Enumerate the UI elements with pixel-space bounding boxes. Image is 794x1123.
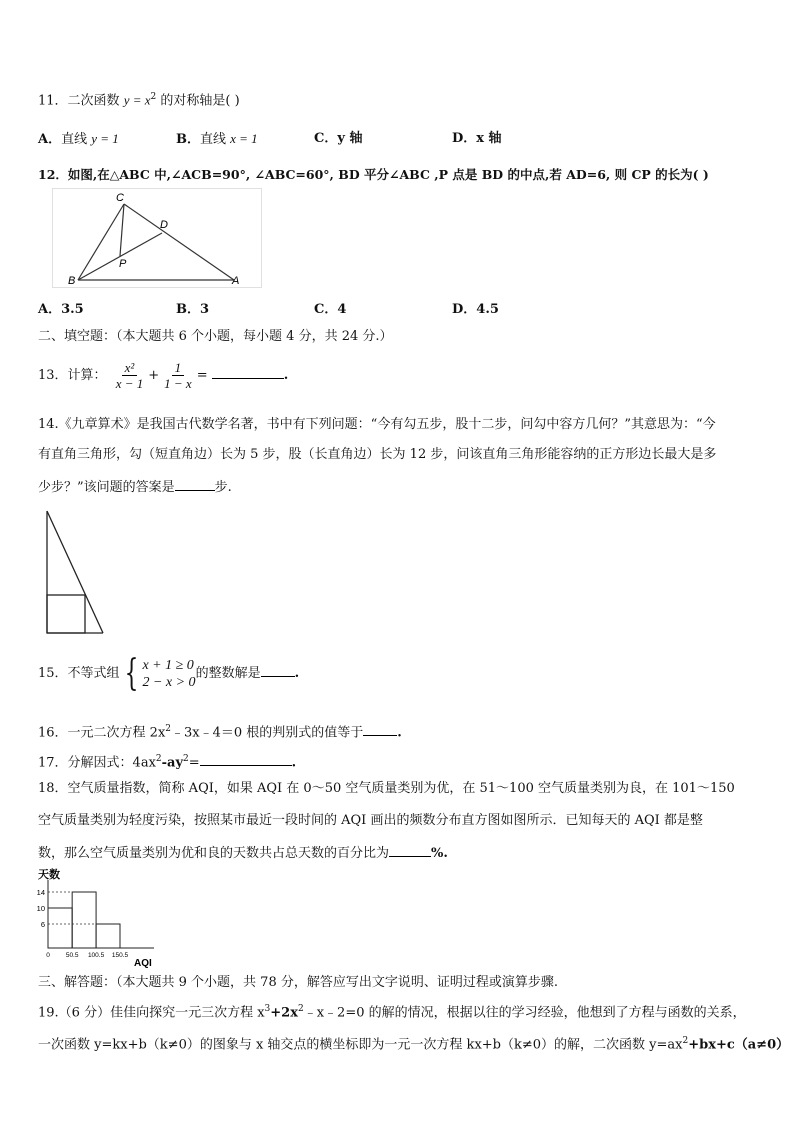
q13-fraction-2 xyxy=(161,360,195,391)
q18-line-2: 空气质量类别为轻度污染，按照某市最近一段时间的 AQI 画出的频数分布直方图如图所示．已知每天的 AQI 都是整 xyxy=(38,813,703,828)
q19-exponent-1: 3 xyxy=(264,1004,271,1014)
q16-pre: 16．一元二次方程 2x xyxy=(38,725,166,741)
q15-inequality-system xyxy=(142,657,195,691)
inscribed-square xyxy=(47,595,85,633)
equals-sign: = xyxy=(196,368,208,383)
option-text: 直线 xyxy=(61,132,92,147)
fraction-denominator: 1 − x xyxy=(164,376,192,391)
segment-bd xyxy=(78,233,162,280)
option-letter: D． xyxy=(452,131,477,146)
q12-option-a[interactable] xyxy=(38,301,84,319)
q19-exponent-3: 2 xyxy=(682,1036,689,1046)
q11-option-b[interactable] xyxy=(176,130,258,149)
q14-line-3 xyxy=(38,478,232,497)
q19-line-2-post: +bx+c（a≠0） xyxy=(688,1037,790,1053)
q17-pre: 17．分解因式：4ax xyxy=(38,755,156,771)
option-letter: C． xyxy=(314,302,338,317)
q15-answer-blank[interactable] xyxy=(261,664,295,677)
segment-cp xyxy=(120,204,124,256)
option-text: 3 xyxy=(200,302,210,317)
q14-answer-blank[interactable] xyxy=(175,478,215,491)
q17-mid: -ay xyxy=(161,755,184,771)
option-letter: D． xyxy=(452,302,477,317)
q11-stem-post: 的对称轴是( ) xyxy=(156,93,240,109)
label-b: B xyxy=(68,275,76,287)
option-letter: B． xyxy=(176,302,200,317)
aqi-histogram xyxy=(30,866,170,968)
q11-stem xyxy=(38,88,240,110)
q17-equals: = xyxy=(188,755,200,771)
q11-option-d[interactable] xyxy=(452,130,502,148)
q19-line-1-pre: 19.（6 分）佳佳向探究一元三次方程 x xyxy=(38,1005,265,1021)
q11-option-a[interactable] xyxy=(38,130,119,149)
q11-option-c[interactable] xyxy=(314,130,362,148)
q14-line-2: 有直角三角形，勾（短直角边）长为 5 步，股（长直角边）长为 12 步，问该直角三角形能容纳的正方形边长最大是多 xyxy=(38,447,717,462)
option-letter: B． xyxy=(176,132,200,147)
q18-line-3 xyxy=(38,844,448,863)
option-letter: A． xyxy=(38,302,62,317)
hypotenuse xyxy=(47,511,103,633)
q15-label: 15．不等式组 xyxy=(38,666,120,681)
label-p: P xyxy=(119,258,127,270)
q19-line-1-mid: +2x xyxy=(270,1005,298,1021)
q13-answer-blank[interactable] xyxy=(212,366,284,379)
brace-symbol: { xyxy=(124,652,138,694)
histogram-bar xyxy=(48,908,72,948)
fraction-numerator: 1 xyxy=(172,360,185,376)
plus-sign: + xyxy=(148,368,160,383)
q11-exponent: 2 xyxy=(150,92,157,102)
inequality-2: 2 − x > 0 xyxy=(142,674,196,690)
q12-option-c[interactable] xyxy=(314,301,346,319)
q18-line-1: 18．空气质量指数，简称 AQI，如果 AQI 在 0～50 空气质量类别为优，在 51～100 空气质量类别为良，在 101～150 xyxy=(38,781,735,796)
inequality-1: x + 1 ≥ 0 xyxy=(142,657,194,673)
q14-line-3-pre: 少步？”该问题的答案是 xyxy=(38,480,175,495)
q18-line-3-post: %. xyxy=(431,846,448,861)
q15-end: . xyxy=(294,666,300,681)
q16-mid: ﹣3x﹣4＝0 根的判别式的值等于 xyxy=(171,725,364,741)
option-text: y 轴 xyxy=(337,131,363,146)
q12-option-d[interactable] xyxy=(452,301,499,319)
x-tick-label: 50.5 xyxy=(65,952,79,959)
q14-triangle-figure xyxy=(40,508,110,638)
y-tick-label: 10 xyxy=(36,904,45,913)
histogram-bar xyxy=(96,924,120,948)
fraction-numerator: x² xyxy=(122,360,138,376)
q17-end: . xyxy=(291,755,297,771)
q19-line-2 xyxy=(38,1032,789,1054)
q18-line-3-pre: 数，那么空气质量类别为优和良的天数共占总天数的百分比为 xyxy=(38,846,390,861)
option-text: x 轴 xyxy=(476,131,502,146)
side-ca xyxy=(124,204,234,280)
q19-line-1 xyxy=(38,1000,746,1022)
section-3-heading: 三、解答题：（本大题共 9 个小题，共 78 分，解答应写出文字说明、证明过程或演算步骤. xyxy=(38,975,558,990)
x-tick-label: 100.5 xyxy=(87,952,105,959)
y-tick-label: 6 xyxy=(40,920,45,929)
option-text: 4 xyxy=(337,302,347,317)
q13 xyxy=(38,356,288,396)
q12-stem: 12．如图,在△ABC 中,∠ACB=90°, ∠ABC=60°, BD 平分∠ABC ,P 点是 BD 的中点,若 AD=6, 则 CP 的长为( ) xyxy=(38,167,709,182)
q12-option-b[interactable] xyxy=(176,301,209,319)
q16 xyxy=(38,720,402,742)
q17-answer-blank[interactable] xyxy=(200,753,292,766)
q17-exponent-1: 2 xyxy=(155,754,162,764)
q13-fraction-1 xyxy=(113,360,147,391)
q15-post: 的整数解是 xyxy=(195,666,261,681)
x-tick-label: 0 xyxy=(46,952,50,959)
q12-triangle-figure xyxy=(52,188,262,288)
q13-end: . xyxy=(283,368,289,383)
x-axis-label: AQI xyxy=(134,958,152,968)
section-2-heading: 二、填空题：（本大题共 6 个小题，每小题 4 分，共 24 分.） xyxy=(38,329,393,344)
q15 xyxy=(38,652,299,696)
x-tick-label: 150.5 xyxy=(111,952,129,959)
option-math: x = 1 xyxy=(230,131,258,146)
q11-stem-pre: 11．二次函数 xyxy=(38,93,124,109)
label-d: D xyxy=(160,219,168,231)
option-text: 4.5 xyxy=(476,302,499,317)
q17 xyxy=(38,750,296,772)
fraction-denominator: x − 1 xyxy=(115,376,144,391)
q14-line-3-post: 步. xyxy=(214,480,232,495)
y-axis-label: 天数 xyxy=(38,869,60,881)
option-text: 3.5 xyxy=(61,302,84,317)
y-tick-label: 14 xyxy=(36,888,45,897)
q11-equation: y = x xyxy=(123,92,151,108)
q18-answer-blank[interactable] xyxy=(389,844,431,857)
option-letter: A． xyxy=(38,132,62,147)
option-math: y = 1 xyxy=(91,131,119,146)
q19-line-1-post: ﹣x﹣2=0 的解的情况，根据以往的学习经验，他想到了方程与函数的关系， xyxy=(303,1005,746,1021)
option-letter: C． xyxy=(314,131,338,146)
option-text: 直线 xyxy=(200,132,231,147)
label-a: A xyxy=(232,275,240,287)
q14-line-1: 14.《九章算术》是我国古代数学名著，书中有下列问题：“今有勾五步，股十二步，问勾中容方几何？”其意思为：“今 xyxy=(38,417,716,432)
q19-line-2-pre: 一次函数 y=kx+b（k≠0）的图象与 x 轴交点的横坐标即为一元一次方程 kx+b（k≠0）的解，二次函数 y=ax xyxy=(38,1037,683,1053)
histogram-bar xyxy=(72,892,96,948)
q16-answer-blank[interactable] xyxy=(363,723,397,736)
q13-label: 13．计算： xyxy=(38,368,107,383)
q19-exponent-2: 2 xyxy=(297,1004,304,1014)
q16-exponent: 2 xyxy=(165,724,172,734)
figure-frame xyxy=(53,189,262,288)
q17-exponent-2: 2 xyxy=(183,754,189,764)
side-bc xyxy=(78,204,124,280)
q16-end: . xyxy=(397,725,402,741)
label-c: C xyxy=(116,192,124,204)
